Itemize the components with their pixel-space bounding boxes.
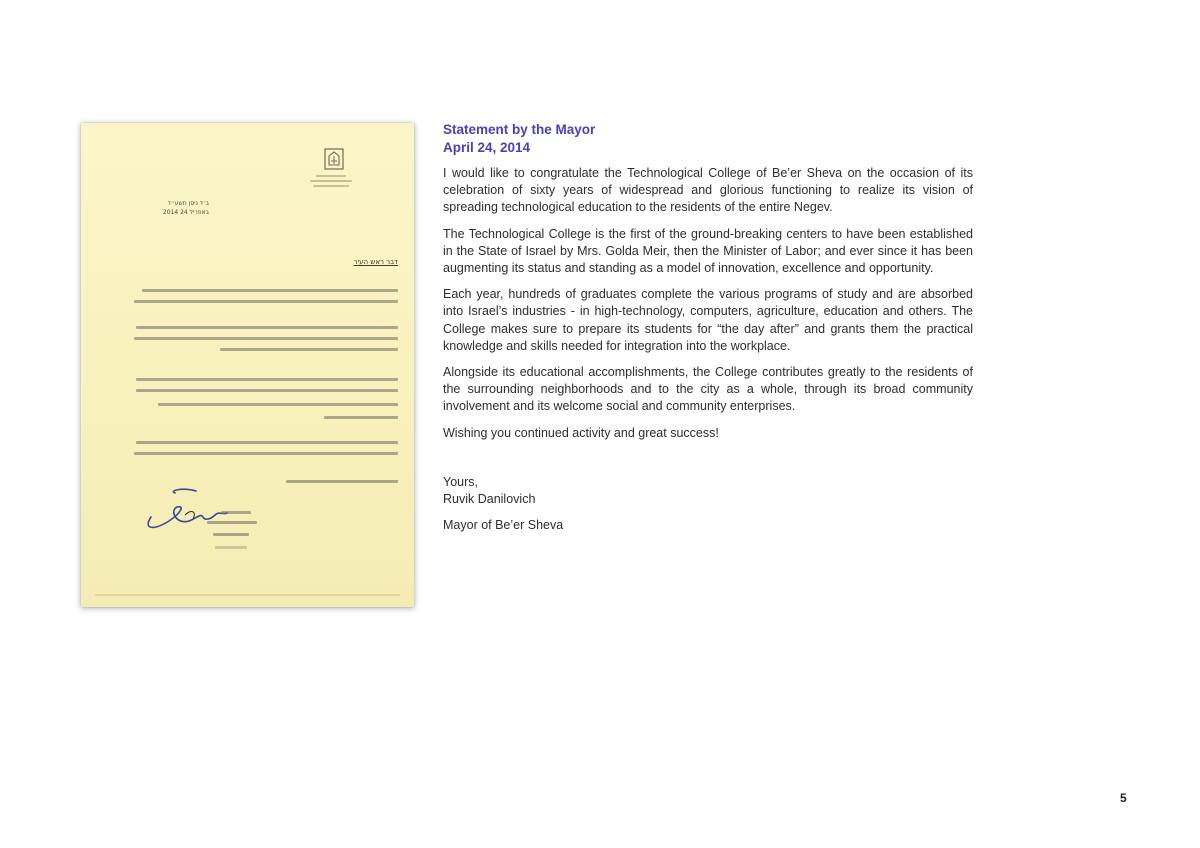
statement-date: April 24, 2014 [443,140,531,155]
closing-title: Mayor of Be’er Sheva [443,518,564,533]
letter-date [163,200,209,216]
letter-date-hebrew: ב׳ד ניסן תשע״ד [167,200,209,207]
statement-heading: Statement by the Mayor [443,122,596,137]
page-number: 5 [1120,791,1127,805]
statement-paragraph: Each year, hundreds of graduates complete the various programs of study and are absorbed into Israel’s industries - in high-technology, computers, agriculture, education and others. The College makes sure to prepare its students for “the day after” and grants them the practical knowledge and skills needed for integration into the workplace. [443,287,973,353]
statement-paragraph: Wishing you continued activity and great success! [443,425,719,440]
statement-body [443,165,973,442]
statement-paragraph: I would like to congratulate the Technological College of Be’er Sheva on the occasion of its celebration of sixty years of widespread and glorious functioning to realize its vision of spreading technological education to the residents of the entire Negev. [443,166,973,215]
statement-closing [443,474,973,535]
closing-valediction: Yours, [443,474,478,489]
statement-paragraph: The Technological College is the first of the ground-breaking centers to have been established in the State of Israel by Mrs. Golda Meir, then the Minister of Labor; and ever since it has been augmenting its status and standing as a model of innovation, excellence and opportunity. [443,226,973,276]
city-emblem-icon [322,147,346,171]
handwritten-signature [141,485,241,535]
mayor-statement [443,121,973,534]
letter-date-gregorian: 2014 באפריל 24 [162,209,209,216]
letter-salutation: דבר ראש העיר [353,258,398,266]
statement-paragraph: Alongside its educational accomplishments, the College contributes greatly to the residents of the surrounding neighborhoods and to the city as a whole, through its broad community involvement and its welcome social and community enterprises. [443,365,973,414]
emblem-caption [307,175,355,187]
closing-name: Ruvik Danilovich [443,492,536,507]
scanned-letter-image [81,123,414,607]
letterhead-footer [95,594,400,596]
